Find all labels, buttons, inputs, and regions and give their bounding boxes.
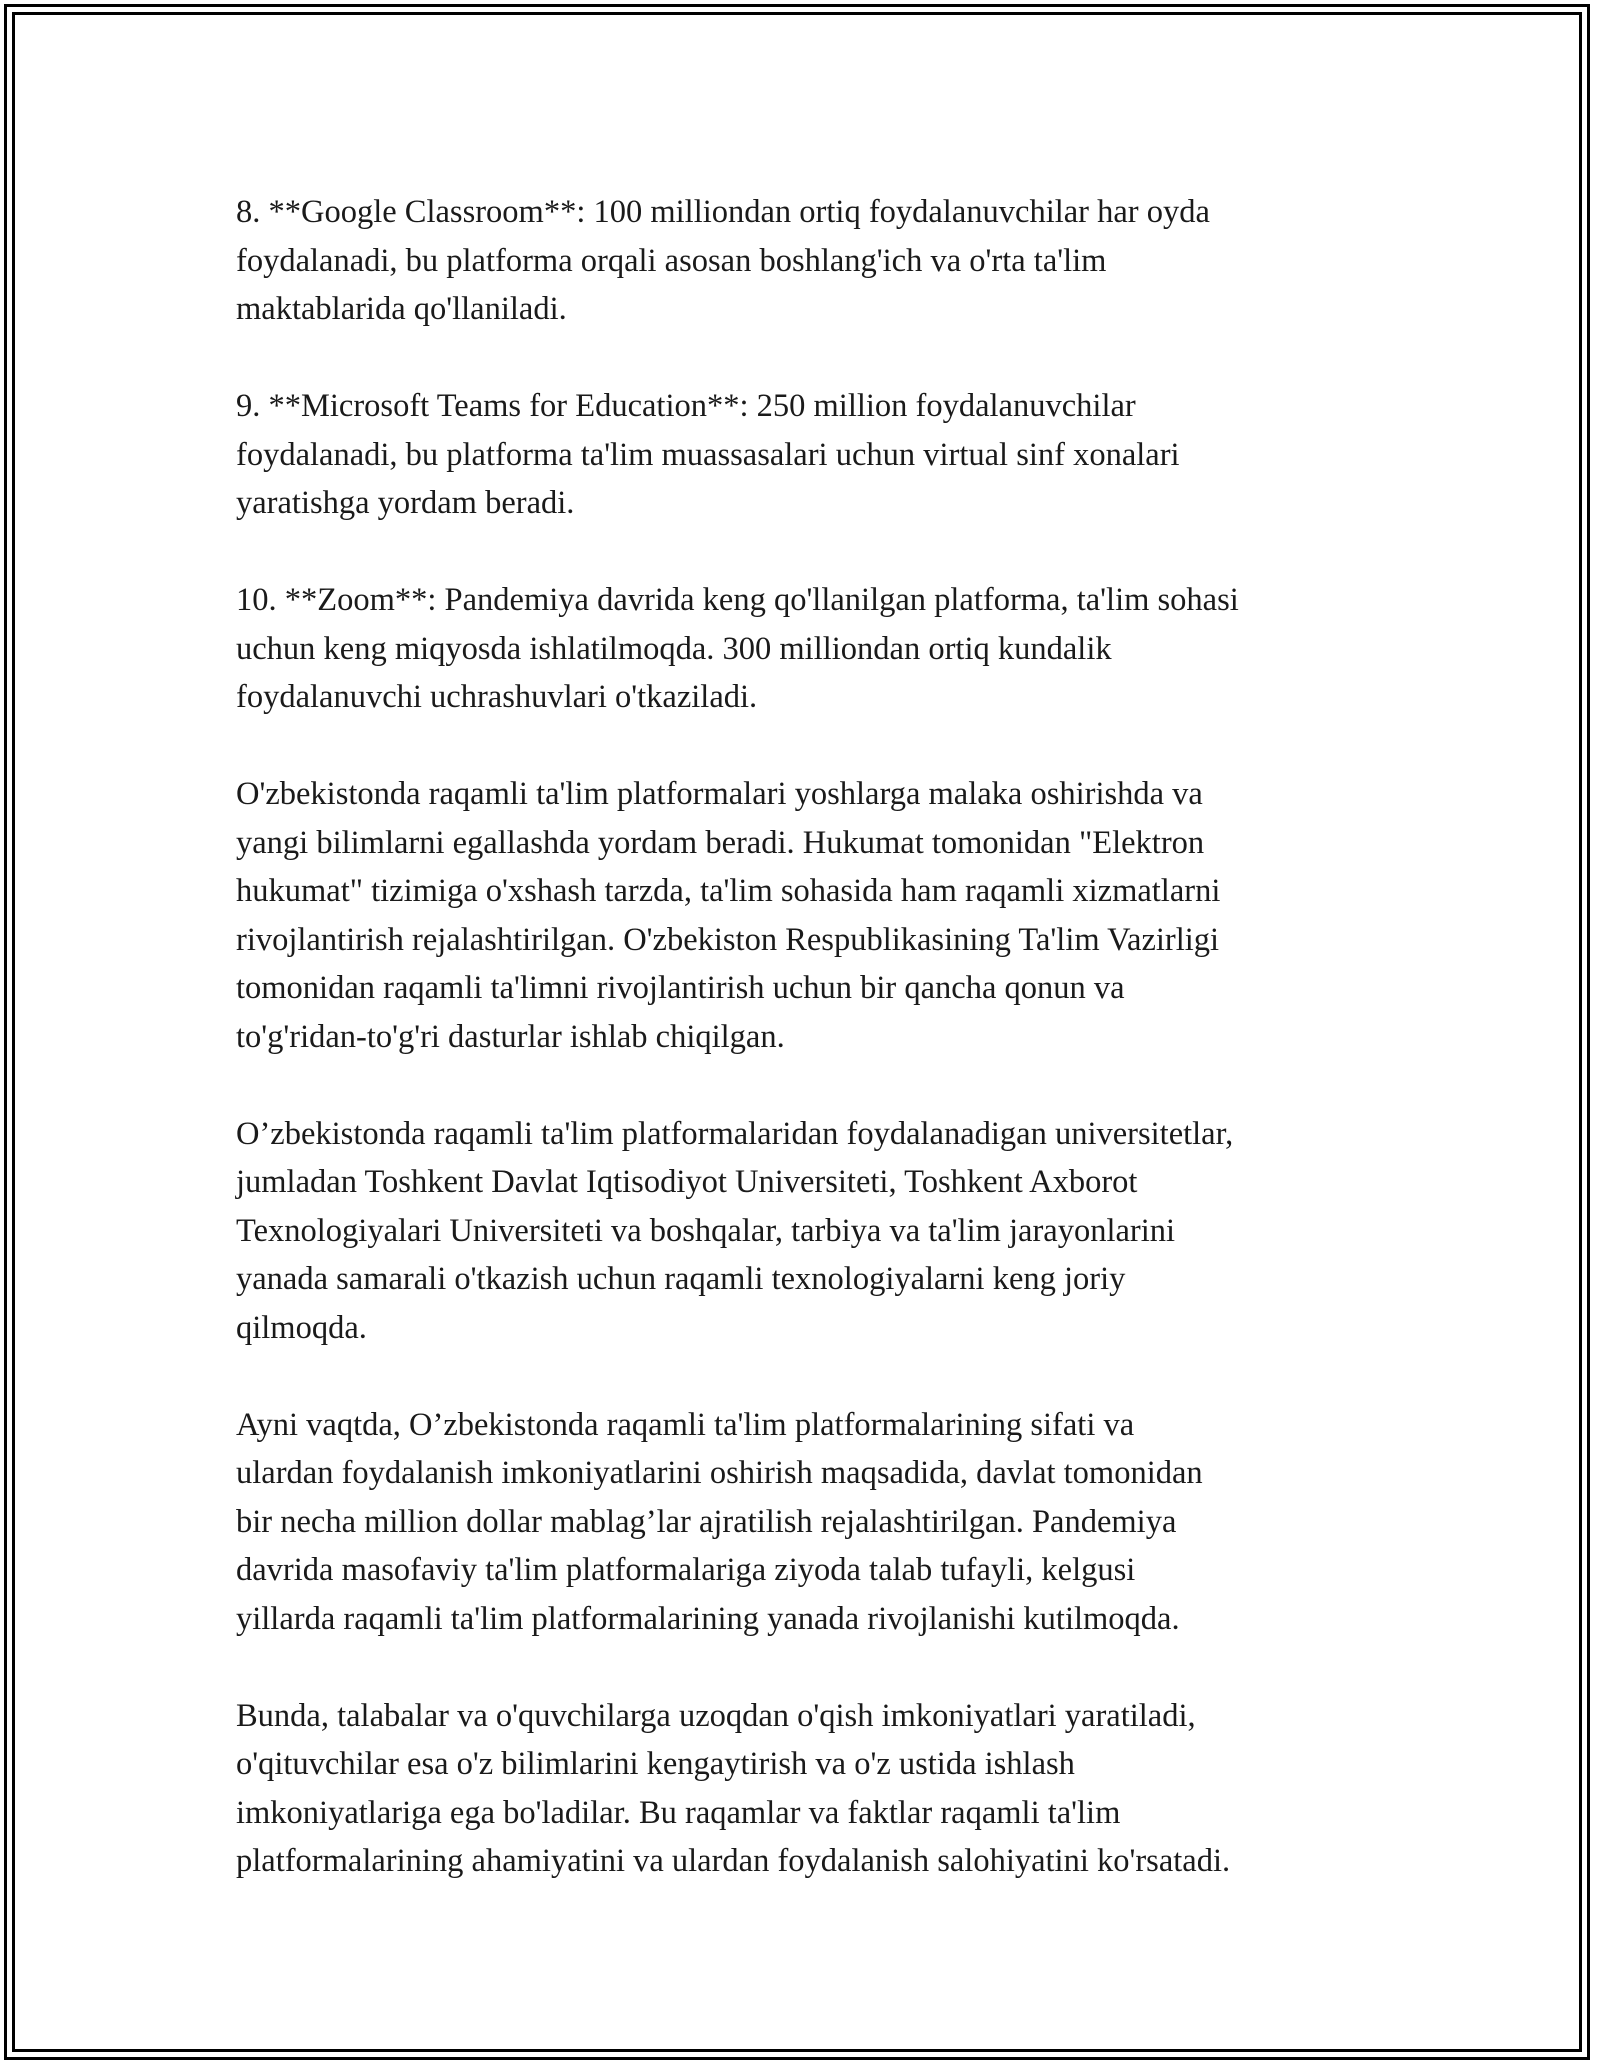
document-body — [236, 188, 1386, 1886]
paragraph-uzbekistan-platforms: O'zbekistonda raqamli ta'lim platformalari yoshlarga malaka oshirishda va yangi bilimlarni egallashda yordam beradi. Hukumat tomonidan "Elektron hukumat" tizimiga o'xshash tarzda, ta'lim sohasida ham raqamli xizmatlarni rivojlantirish rejalashtirilgan. O'zbekiston Respublikasining Ta'lim Vazirligi tomonidan raqamli ta'limni rivojlantirish uchun bir qancha qonun va to'g'ridan-to'g'ri dasturlar ishlab chiqilgan. — [236, 776, 1221, 1055]
paragraph-zoom: 10. **Zoom**: Pandemiya davrida keng qo'llanilgan platforma, ta'lim sohasi uchun keng miqyosda ishlatilmoqda. 300 milliondan ortiq kundalik foydalanuvchi uchrashuvlari o'tkaziladi. — [236, 582, 1239, 715]
paragraph-google-classroom: 8. **Google Classroom**: 100 milliondan ortiq foydalanuvchilar har oyda foydalanadi, bu platforma orqali asosan boshlang'ich va o'rta ta'lim maktablarida qo'llaniladi. — [236, 194, 1210, 327]
paragraph-conclusion: Bunda, talabalar va o'quvchilarga uzoqdan o'qish imkoniyatlari yaratiladi, o'qituvchilar esa o'z bilimlarini kengaytirish va o'z ustida ishlash imkoniyatlariga ega bo'ladilar. Bu raqamlar va faktlar raqamli ta'lim platformalarining ahamiyatini va ulardan foydalanish salohiyatini ko'rsatadi. — [236, 1697, 1231, 1879]
paragraph-microsoft-teams: 9. **Microsoft Teams for Education**: 250 million foydalanuvchilar foydalanadi, bu platforma ta'lim muassasalari uchun virtual sinf xonalari yaratishga yordam beradi. — [236, 388, 1180, 521]
paragraph-universities: O’zbekistonda raqamli ta'lim platformalaridan foydalanadigan universitetlar, jumladan Toshkent Davlat Iqtisodiyot Universiteti, Toshkent Axborot Texnologiyalari Universiteti va boshqalar, tarbiya va ta'lim jarayonlarini yanada samarali o'tkazish uchun raqamli texnologiyalarni keng joriy qilmoqda. — [236, 1115, 1234, 1346]
paragraph-funding: Ayni vaqtda, O’zbekistonda raqamli ta'lim platformalarining sifati va ulardan foydalanish imkoniyatlarini oshirish maqsadida, davlat tomonidan bir necha million dollar mablag’lar ajratilish rejalashtirilgan. Pandemiya davrida masofaviy ta'lim platformalariga ziyoda talab tufayli, kelgusi yillarda raqamli ta'lim platformalarining yanada rivojlanishi kutilmoqda. — [236, 1406, 1203, 1637]
